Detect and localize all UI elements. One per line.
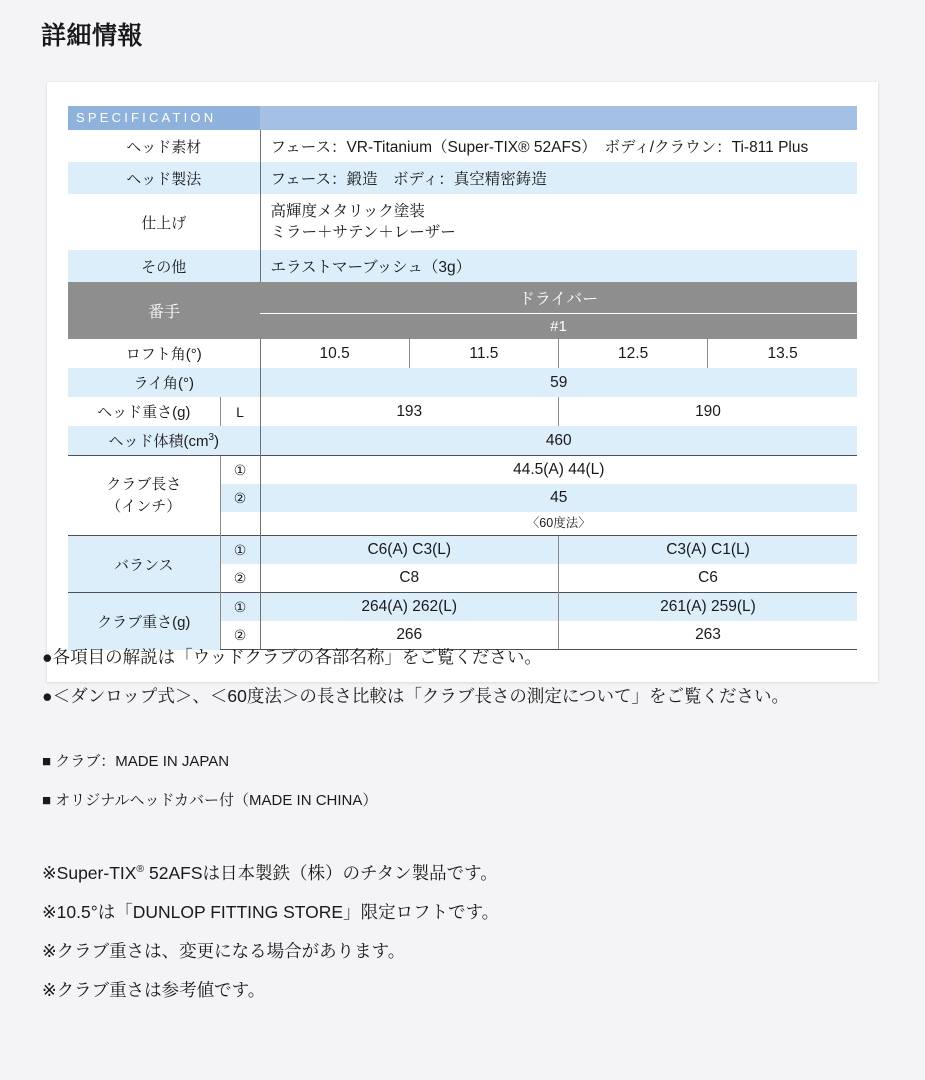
note-star-1 xyxy=(42,850,887,893)
club-length-sub-2: ② xyxy=(220,484,260,512)
notes-section xyxy=(42,638,887,1010)
head-weight-value-2: 190 xyxy=(559,397,858,426)
row-value-head-process: フェース：鍛造 ボディ：真空精密鋳造 xyxy=(260,162,857,194)
note-star-1-post: 52AFSは日本製鉄（株）のチタン製品です。 xyxy=(144,862,498,883)
head-weight-sub-l: L xyxy=(220,397,260,426)
table-row-head-volume xyxy=(68,426,857,456)
club-weight-value-2a: 266 xyxy=(260,621,559,650)
club-length-note: 〈60度法〉 xyxy=(260,512,857,536)
row-label-other: その他 xyxy=(68,250,260,282)
note-star-4: ※クラブ重さは参考値です。 xyxy=(42,979,266,1000)
note-star-1-pre: ※Super-TIX xyxy=(42,862,137,883)
table-row-spec-header xyxy=(68,106,857,130)
row-label-head-volume xyxy=(68,426,260,456)
spec-header-label: SPECIFICATION xyxy=(68,106,260,130)
note-made-in-japan: ■ クラブ：MADE IN JAPAN xyxy=(42,753,230,770)
club-length-value-2: 45 xyxy=(260,484,857,512)
club-weight-value-2b: 263 xyxy=(559,621,858,650)
finish-line-2: ミラー＋サテン＋レーザー xyxy=(270,224,456,241)
note-star-3: ※クラブ重さは、変更になる場合があります。 xyxy=(42,940,406,961)
registered-mark-icon: ® xyxy=(136,863,145,875)
row-label-finish: 仕上げ xyxy=(68,194,260,250)
table-row-other xyxy=(68,250,857,282)
head-volume-value: 460 xyxy=(260,426,857,456)
row-label-club-weight: クラブ重さ(g) xyxy=(68,593,220,650)
balance-sub-2: ② xyxy=(220,564,260,593)
table-row-head-process xyxy=(68,162,857,194)
table-row-club-length-1 xyxy=(68,456,857,485)
club-weight-value-1a: 264(A) 262(L) xyxy=(260,593,559,622)
note-bullet-1: ●各項目の解説は「ウッドクラブの各部名称」をご覧ください。 xyxy=(42,647,542,667)
row-label-loft: ロフト角(°) xyxy=(68,339,260,368)
row-label-club-number: 番手 xyxy=(68,282,260,339)
table-row-lie xyxy=(68,368,857,397)
table-row-head-material xyxy=(68,130,857,162)
row-value-other: エラストマーブッシュ（3g） xyxy=(260,250,857,282)
specification-table xyxy=(68,106,857,650)
club-number-value: #1 xyxy=(260,314,857,340)
row-value-head-material: フェース：VR-Titanium（Super-TIX® 52AFS） ボディ/クラウン：Ti-811 Plus xyxy=(260,130,857,162)
club-length-note-sub-blank xyxy=(220,512,260,536)
row-label-head-material: ヘッド素材 xyxy=(68,130,260,162)
table-row-finish xyxy=(68,194,857,250)
note-headcover-made-in-china: ■ オリジナルヘッドカバー付（MADE IN CHINA） xyxy=(42,792,378,809)
loft-value-2: 11.5 xyxy=(409,339,558,368)
loft-value-1: 10.5 xyxy=(260,339,409,368)
table-row-club-weight-1 xyxy=(68,593,857,622)
balance-value-2a: C8 xyxy=(260,564,559,593)
loft-value-3: 12.5 xyxy=(559,339,708,368)
club-weight-sub-2: ② xyxy=(220,621,260,650)
club-length-sub-1: ① xyxy=(220,456,260,485)
spec-header-filler xyxy=(260,106,857,130)
table-row-loft xyxy=(68,339,857,368)
club-weight-value-1b: 261(A) 259(L) xyxy=(559,593,858,622)
origin-block xyxy=(42,742,887,820)
row-label-lie: ライ角(°) xyxy=(68,368,260,397)
row-label-head-weight: ヘッド重さ(g) xyxy=(68,397,220,426)
club-name-driver: ドライバー xyxy=(260,282,857,314)
disclaimer-block xyxy=(42,850,887,1010)
row-value-finish xyxy=(260,194,857,250)
balance-sub-1: ① xyxy=(220,536,260,565)
balance-value-1b: C3(A) C1(L) xyxy=(559,536,858,565)
table-row-club-header xyxy=(68,282,857,314)
head-volume-label-end: ) xyxy=(214,433,219,450)
balance-value-2b: C6 xyxy=(559,564,858,593)
page-title: 詳細情報 xyxy=(41,22,144,50)
finish-line-1: 高輝度メタリック塗装 xyxy=(270,203,425,220)
table-row-head-weight xyxy=(68,397,857,426)
note-star-2: ※10.5°は「DUNLOP FITTING STORE」限定ロフトです。 xyxy=(42,901,500,922)
balance-value-1a: C6(A) C3(L) xyxy=(260,536,559,565)
head-volume-label-sup: 3 xyxy=(208,432,214,443)
loft-value-4: 13.5 xyxy=(708,339,857,368)
club-length-label-line2: （インチ） xyxy=(106,497,182,515)
note-bullet-2: ●＜ダンロップ式＞、＜60度法＞の長さ比較は「クラブ長さの測定について」をご覧ください。 xyxy=(42,686,790,706)
specification-card xyxy=(47,82,878,682)
row-label-club-length xyxy=(68,456,220,536)
club-weight-sub-1: ① xyxy=(220,593,260,622)
head-weight-value-1: 193 xyxy=(260,397,559,426)
row-label-balance: バランス xyxy=(68,536,220,593)
club-length-value-1: 44.5(A) 44(L) xyxy=(260,456,857,485)
club-length-label-line1: クラブ長さ xyxy=(106,475,182,493)
row-label-head-process: ヘッド製法 xyxy=(68,162,260,194)
table-row-balance-1 xyxy=(68,536,857,565)
lie-value: 59 xyxy=(260,368,857,397)
head-volume-label-main: ヘッド体積(cm xyxy=(108,433,209,450)
